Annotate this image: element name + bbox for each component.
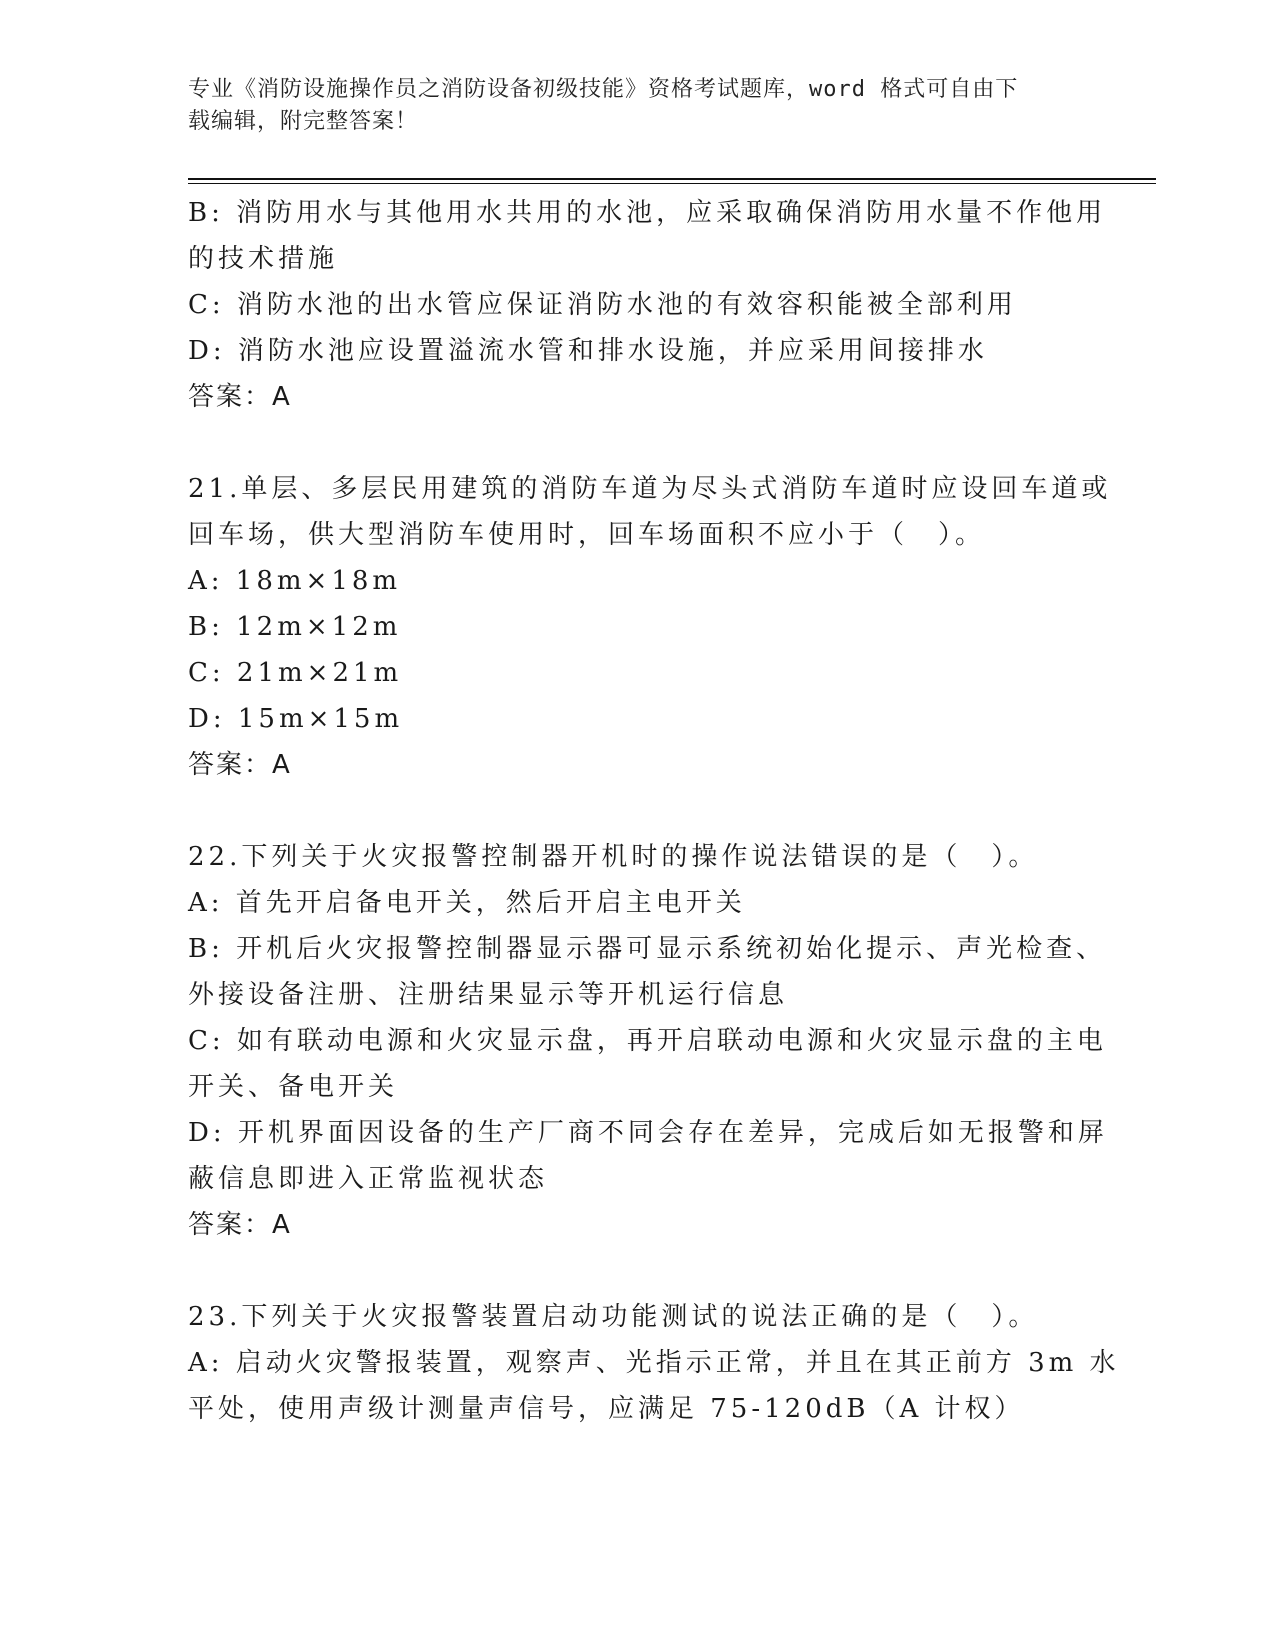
q23-stem: 23.下列关于火灾报警装置启动功能测试的说法正确的是（ ）。 bbox=[188, 1302, 1039, 1332]
q21-stem-line-2: 回车场，供大型消防车使用时，回车场面积不应小于（ ）。 bbox=[188, 520, 986, 550]
spacer bbox=[188, 420, 1088, 466]
q22-option-b-line-1: B: 开机后火灾报警控制器显示器可显示系统初始化提示、声光检查、 bbox=[188, 934, 1107, 964]
q22-option-a: A: 首先开启备电开关，然后开启主电开关 bbox=[188, 888, 746, 918]
header-line-1: 专业《消防设施操作员之消防设备初级技能》资格考试题库，word 格式可自由下 bbox=[188, 77, 1019, 102]
page-header bbox=[188, 74, 1068, 138]
q21-option-a: A: 18m×18m bbox=[188, 566, 402, 596]
q22-option-b-line-2: 外接设备注册、注册结果显示等开机运行信息 bbox=[188, 980, 789, 1010]
q22-option-c-line-2: 开关、备电开关 bbox=[188, 1072, 399, 1102]
spacer bbox=[188, 1248, 1088, 1294]
header-line-2: 载编辑，附完整答案！ bbox=[188, 109, 419, 134]
prev-answer: 答案：A bbox=[188, 382, 292, 412]
q21-option-c: C: 21m×21m bbox=[188, 658, 403, 688]
q21-option-d: D: 15m×15m bbox=[188, 704, 404, 734]
q22-option-d-line-1: D: 开机界面因设备的生产厂商不同会存在差异，完成后如无报警和屏 bbox=[188, 1118, 1108, 1148]
prev-question-block bbox=[188, 190, 1107, 420]
header-rule-thin bbox=[188, 183, 1156, 184]
q22-answer: 答案：A bbox=[188, 1210, 292, 1240]
question-content bbox=[188, 190, 1120, 1432]
prev-option-d: D: 消防水池应设置溢流水管和排水设施，并应采用间接排水 bbox=[188, 336, 988, 366]
header-rule-thick bbox=[188, 178, 1156, 180]
question-22-block bbox=[188, 834, 1108, 1248]
q23-option-a-line-2: 平处，使用声级计测量声信号，应满足 75-120dB（A 计权） bbox=[188, 1394, 1025, 1424]
q21-answer: 答案：A bbox=[188, 750, 292, 780]
q21-stem-line-1: 21.单层、多层民用建筑的消防车道为尽头式消防车道时应设回车道或 bbox=[188, 474, 1112, 504]
q22-stem: 22.下列关于火灾报警控制器开机时的操作说法错误的是（ ）。 bbox=[188, 842, 1039, 872]
prev-option-c: C: 消防水池的出水管应保证消防水池的有效容积能被全部利用 bbox=[188, 290, 1017, 320]
q23-option-a-line-1: A: 启动火灾警报装置，观察声、光指示正常，并且在其正前方 3m 水 bbox=[188, 1348, 1120, 1378]
spacer bbox=[188, 788, 1088, 834]
question-21-block bbox=[188, 466, 1112, 788]
prev-option-b-line-1: B: 消防用水与其他用水共用的水池，应采取确保消防用水量不作他用 bbox=[188, 198, 1107, 228]
q22-option-d-line-2: 蔽信息即进入正常监视状态 bbox=[188, 1164, 549, 1194]
q21-option-b: B: 12m×12m bbox=[188, 612, 402, 642]
prev-option-b-line-2: 的技术措施 bbox=[188, 244, 339, 274]
question-23-block bbox=[188, 1294, 1120, 1432]
q22-option-c-line-1: C: 如有联动电源和火灾显示盘，再开启联动电源和火灾显示盘的主电 bbox=[188, 1026, 1107, 1056]
